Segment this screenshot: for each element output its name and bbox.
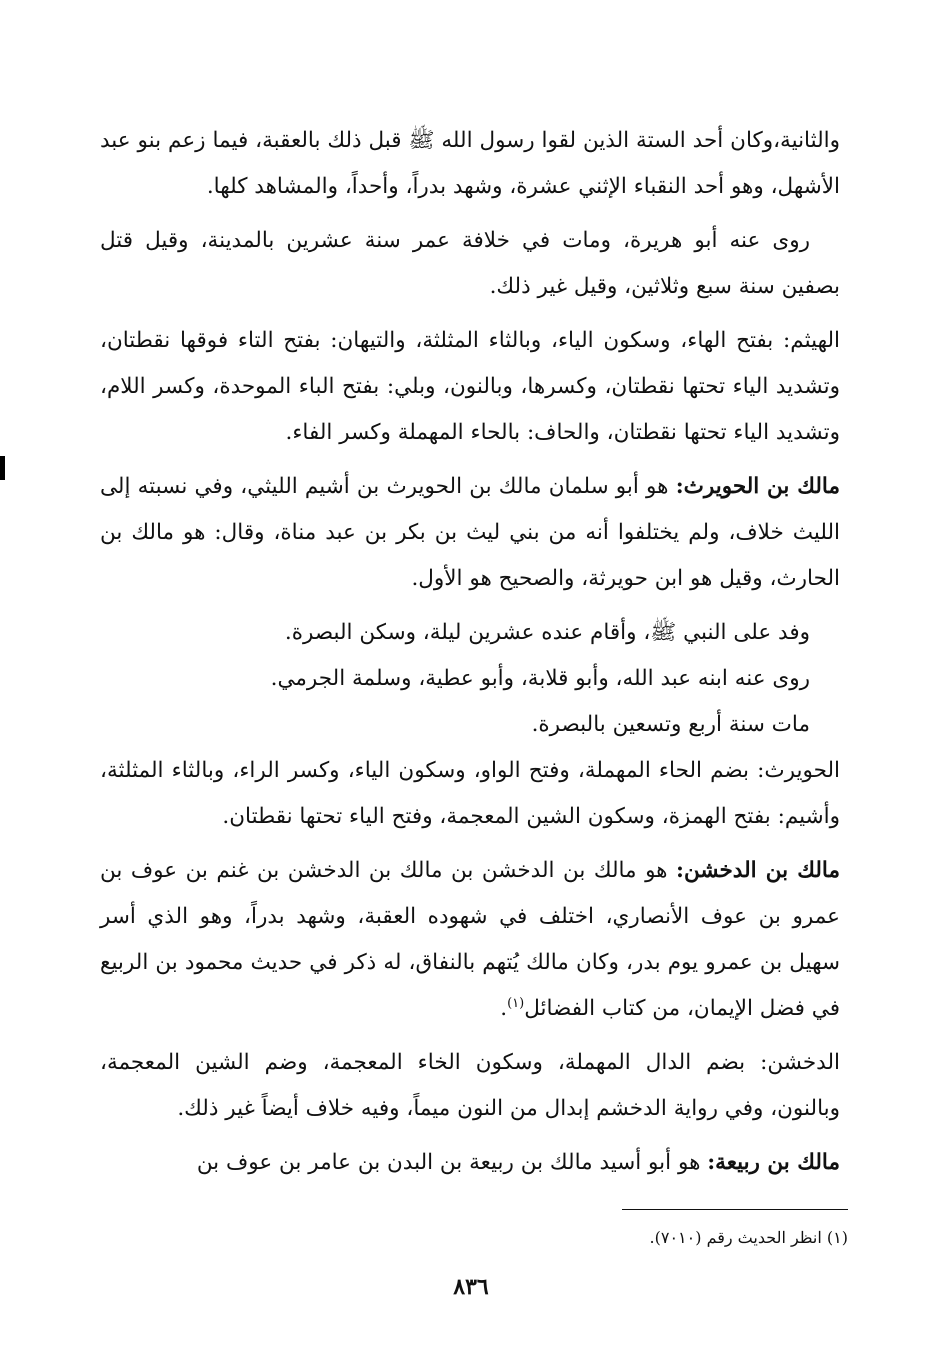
entry-malik-ibn-huwayrith xyxy=(100,464,840,602)
entry-malik-ibn-dukhshun xyxy=(100,848,840,1032)
footnote: (١) انظر الحديث رقم (٧٠١٠). xyxy=(649,1228,848,1247)
paragraph-10-text: الدخشن: بضم الدال المهملة، وسكون الخاء المعجمة، وضم الشين المعجمة، وبالنون، وفي رواية الدخشم إبدال من النون ميماً، وفيه خلاف أيضاً غير ذلك. xyxy=(100,1050,840,1121)
entry-malik-ibn-rabia xyxy=(100,1140,840,1186)
paragraph-5 xyxy=(100,610,840,656)
paragraph-1 xyxy=(100,118,840,210)
paragraph-6-text: روى عنه ابنه عبد الله، وأبو قلابة، وأبو عطية، وسلمة الجرمي. xyxy=(270,666,810,691)
paragraph-8 xyxy=(100,748,840,840)
entry-text-tail: . xyxy=(500,996,508,1021)
paragraph-5-text: وفد على النبي ﷺ، وأقام عنده عشرين ليلة، وسكن البصرة. xyxy=(284,620,810,645)
paragraph-2 xyxy=(100,218,840,310)
entry-text: هو مالك بن الدخشن بن مالك بن الدخشن بن غنم بن عوف بن عمرو بن عوف الأنصاري، اختلف في شهوده العقبة، وشهد بدراً، وهو الذي أسر سهيل بن عمرو يوم بدر، وكان مالك يُتهم بالنفاق، له ذكر في حديث محمود بن الربيع في فضل الإيمان، من كتاب الفضائل xyxy=(100,858,840,1021)
paragraph-3 xyxy=(100,318,840,456)
paragraph-7 xyxy=(100,702,840,748)
scan-edge-mark xyxy=(0,456,5,480)
entry-term: مالك بن الحويرث: xyxy=(675,474,840,499)
entry-text: هو أبو سلمان مالك بن الحويرث بن أشيم الليثي، وفي نسبته إلى الليث خلاف، ولم يختلفوا أنه من بني ليث بن بكر بن عبد مناة، وقال: هو مالك بن الحارث، وقيل هو ابن حويرثة، والصحيح هو الأول. xyxy=(100,474,840,591)
paragraph-1-text: والثانية،وكان أحد الستة الذين لقوا رسول الله ﷺ قبل ذلك بالعقبة، فيما زعم بنو عبد الأشهل، وهو أحد النقباء الإثني عشرة، وشهد بدراً، وأحداً، والمشاهد كلها. xyxy=(100,128,840,199)
paragraph-8-text: الحويرث: بضم الحاء المهملة، وفتح الواو، وسكون الياء، وكسر الراء، وبالثاء المثلثة، وأشيم: بفتح الهمزة، وسكون الشين المعجمة، وفتح الياء تحتها نقطتان. xyxy=(100,758,840,829)
footnote-ref[interactable]: (١) xyxy=(507,995,525,1011)
paragraph-10 xyxy=(100,1040,840,1132)
page-number: ٨٣٦ xyxy=(453,1274,489,1300)
entry-term: مالك بن ربيعة: xyxy=(707,1150,840,1175)
paragraph-2-text: روى عنه أبو هريرة، ومات في خلافة عمر سنة عشرين بالمدينة، وقيل قتل بصفين سنة سبع وثلاثين، وقيل غير ذلك. xyxy=(100,228,840,299)
main-text xyxy=(100,118,840,1186)
paragraph-7-text: مات سنة أربع وتسعين بالبصرة. xyxy=(531,712,810,737)
paragraph-3-text: الهيثم: بفتح الهاء، وسكون الياء، وبالثاء المثلثة، والتيهان: بفتح التاء فوقها نقطتان، وتشديد الياء تحتها نقطتان، وكسرها، وبالنون، وبلي: بفتح الباء الموحدة، وكسر اللام، وتشديد الياء تحتها نقطتان، والحاف: بالحاء المهملة وكسر الفاء. xyxy=(100,328,840,445)
entry-term: مالك بن الدخشن: xyxy=(676,858,840,883)
entry-text: هو أبو أسيد مالك بن ربيعة بن البدن بن عامر بن عوف بن xyxy=(196,1150,708,1175)
footnote-divider xyxy=(622,1209,848,1210)
paragraph-6 xyxy=(100,656,840,702)
